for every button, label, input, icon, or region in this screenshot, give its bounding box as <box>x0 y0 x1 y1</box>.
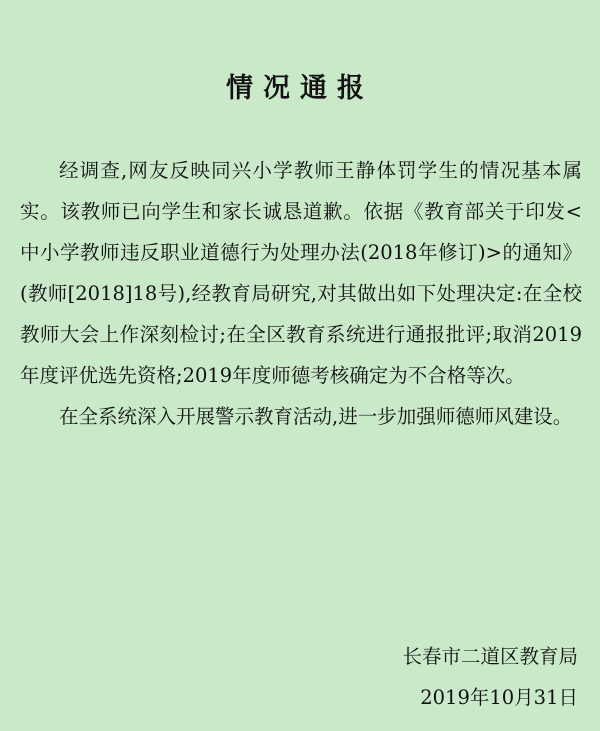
document-body <box>20 150 582 437</box>
paragraph-findings: 经调查,网友反映同兴小学教师王静体罚学生的情况基本属实。该教师已向学生和家长诚恳道歉。依据《教育部关于印发<中小学教师违反职业道德行为处理办法(2018年修订)>的通知》(教师[2018]18号),经教育局研究,对其做出如下处理决定:在全校教师大会上作深刻检讨;在全区教育系统进行通报批评;取消2019年度评优选先资格;2019年度师德考核确定为不合格等次。 <box>20 159 582 387</box>
paragraph-actions: 在全系统深入开展警示教育活动,进一步加强师德师风建设。 <box>59 405 573 428</box>
document-title: 情况通报 <box>226 73 374 104</box>
signature-block <box>402 636 578 718</box>
issuer-name: 长春市二道区教育局 <box>402 645 578 668</box>
issue-date: 2019年10月31日 <box>420 686 578 709</box>
